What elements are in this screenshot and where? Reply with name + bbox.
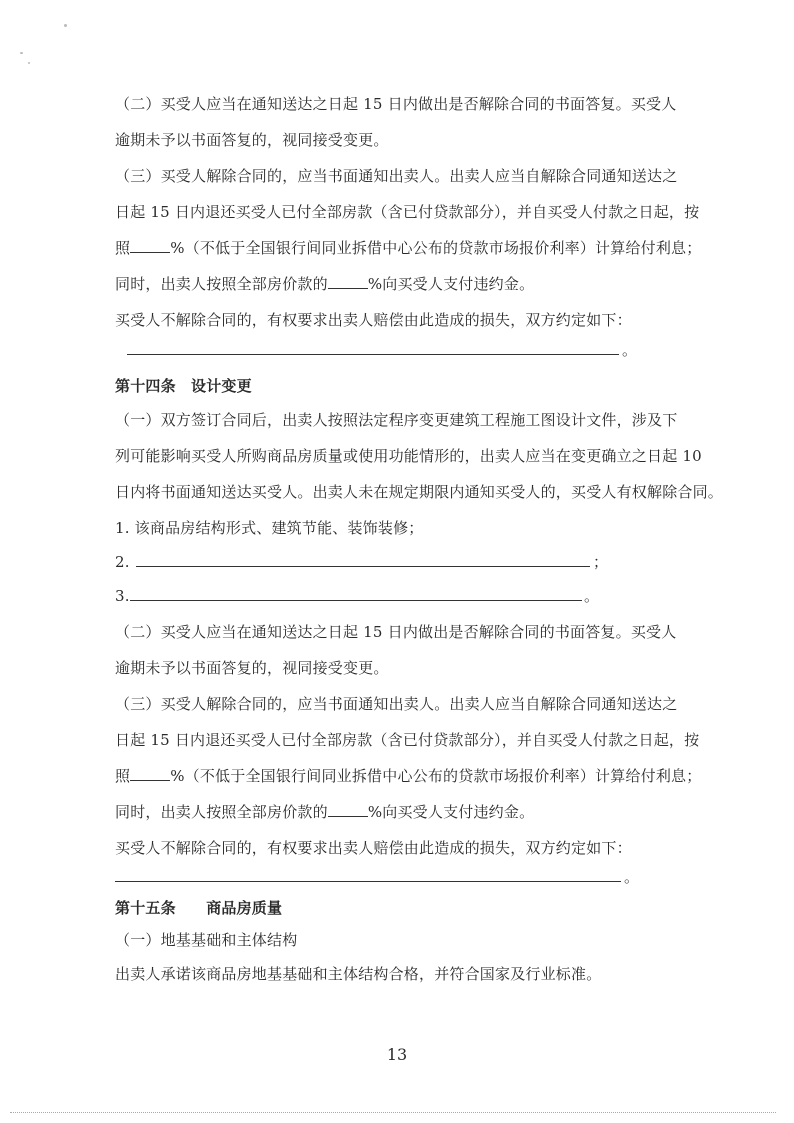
paragraph-line: 出卖人承诺该商品房地基基础和主体结构合格，并符合国家及行业标准。	[115, 965, 602, 983]
list-item: 1. 该商品房结构形式、建筑节能、装饰装修；	[115, 519, 424, 537]
paragraph-line: （一）双方签订合同后，出卖人按照法定程序变更建筑工程施工图设计文件，涉及下	[115, 411, 678, 429]
interest-rate-blank[interactable]	[130, 238, 170, 253]
paragraph-line: 逾期未予以书面答复的，视同接受变更。	[115, 131, 389, 149]
paragraph-line	[115, 238, 701, 258]
paragraph-line: 买受人不解除合同的，有权要求出卖人赔偿由此造成的损失，双方约定如下：	[115, 311, 632, 329]
agreement-blank-line[interactable]	[115, 881, 621, 882]
text-fragment: 。	[624, 868, 640, 886]
subsection-heading: （一）地基基础和主体结构	[115, 931, 298, 949]
paragraph-line	[115, 802, 534, 822]
text-fragment: 同时，出卖人按照全部房价款的	[115, 803, 328, 821]
scan-edge-line	[10, 1112, 776, 1113]
interest-rate-blank[interactable]	[130, 766, 170, 781]
text-fragment: %（不低于全国银行间同业拆借中心公布的贷款市场报价利率）计算给付利息；	[170, 767, 702, 785]
paragraph-line: （二）买受人应当在通知送达之日起 15 日内做出是否解除合同的书面答复。买受人	[115, 623, 677, 641]
paragraph-line	[115, 274, 534, 294]
text-fragment: %（不低于全国银行间同业拆借中心公布的贷款市场报价利率）计算给付利息；	[170, 239, 702, 257]
text-fragment: %向买受人支付违约金。	[367, 803, 535, 821]
text-fragment: %向买受人支付违约金。	[367, 275, 535, 293]
text-fragment: 照	[115, 767, 131, 785]
text-fragment: 。	[622, 341, 638, 359]
paragraph-line: （二）买受人应当在通知送达之日起 15 日内做出是否解除合同的书面答复。买受人	[115, 95, 677, 113]
paragraph-line	[115, 766, 701, 786]
paragraph-line: 逾期未予以书面答复的，视同接受变更。	[115, 659, 389, 677]
list-item-label: 2.	[115, 553, 130, 571]
text-fragment: 同时，出卖人按照全部房价款的	[115, 275, 328, 293]
agreement-blank-line[interactable]	[127, 354, 619, 355]
paragraph-line: 日起 15 日内退还买受人已付全部房款（含已付贷款部分），并自买受人付款之日起，按	[115, 203, 700, 221]
list-item-label: 3.	[115, 587, 130, 605]
paragraph-line: 日起 15 日内退还买受人已付全部房款（含已付贷款部分），并自买受人付款之日起，按	[115, 731, 700, 749]
text-fragment: ；	[593, 553, 609, 571]
paragraph-line: 买受人不解除合同的，有权要求出卖人赔偿由此造成的损失，双方约定如下：	[115, 839, 632, 857]
paragraph-line: 日内将书面通知送达买受人。出卖人未在规定期限内通知买受人的，买受人有权解除合同。	[115, 483, 724, 501]
paragraph-line: 列可能影响买受人所购商品房质量或使用功能情形的，出卖人应当在变更确立之日起 10	[115, 447, 702, 465]
paragraph-line: （三）买受人解除合同的，应当书面通知出卖人。出卖人应当自解除合同通知送达之	[115, 695, 678, 713]
scan-speck	[28, 62, 30, 64]
section-heading: 第十四条 设计变更	[115, 377, 252, 395]
text-fragment: 照	[115, 239, 131, 257]
penalty-rate-blank[interactable]	[328, 802, 368, 817]
item3-blank-line[interactable]	[130, 600, 582, 601]
item2-blank-line[interactable]	[136, 566, 590, 567]
page-number: 13	[386, 1045, 408, 1064]
section-heading: 第十五条 商品房质量	[115, 899, 283, 917]
paragraph-line: （三）买受人解除合同的，应当书面通知出卖人。出卖人应当自解除合同通知送达之	[115, 167, 678, 185]
text-fragment: 。	[584, 587, 600, 605]
scan-speck	[64, 24, 67, 27]
penalty-rate-blank[interactable]	[328, 274, 368, 289]
scan-speck	[20, 52, 23, 54]
